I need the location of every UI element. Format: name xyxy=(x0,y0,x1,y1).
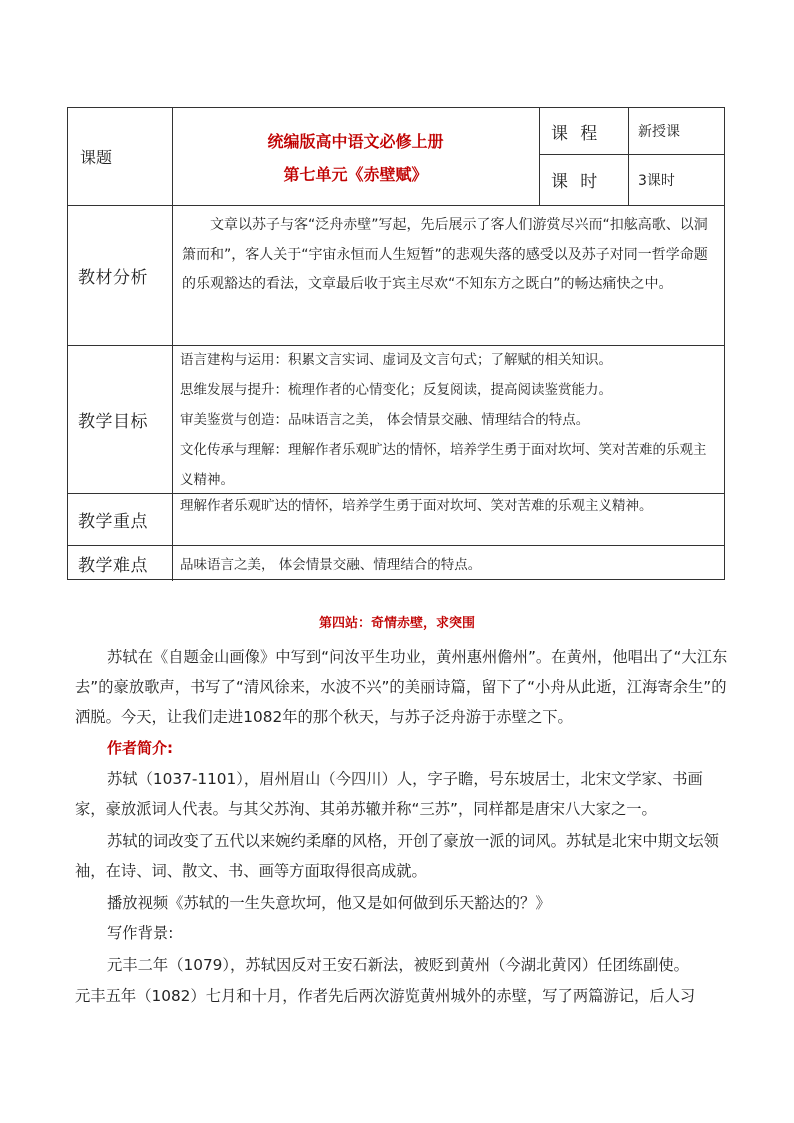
background-heading: 写作背景: xyxy=(107,924,174,942)
analysis-label: 教材分析 xyxy=(78,267,148,288)
author-paragraph: 苏轼（1037-1101），眉州眉山（今四川）人，字子瞻，号东坡居士，北宋文学家、书画家，豪放派词人代表。与其父苏洵、其弟苏辙并称“三苏”，同样都是唐宋八大家之一。 xyxy=(75,770,703,818)
goals-list xyxy=(180,345,715,493)
course-label: 课 程 xyxy=(551,123,598,144)
style-paragraph: 苏轼的词改变了五代以来婉约柔靡的风格，开创了豪放一派的词风。苏轼是北宋中期文坛领袖，在诗、词、散文、书、画等方面取得很高成就。 xyxy=(75,832,719,880)
key-text: 理解作者乐观旷达的情怀，培养学生勇于面对坎坷、笑对苦难的乐观主义精神。 xyxy=(180,498,653,514)
goals-label: 教学目标 xyxy=(78,411,148,432)
hours-label: 课 时 xyxy=(551,172,598,192)
video-line: 播放视频《苏轼的一生失意坎坷，他又是如何做到乐天豁达的？》 xyxy=(107,894,551,912)
course-value: 新授课 xyxy=(638,124,680,140)
course-title xyxy=(172,108,539,205)
goal-item: 语言建构与运用：积累文言实词、虚词及文言句式；了解赋的相关知识。 xyxy=(180,352,612,368)
station-title: 第四站：奇情赤壁，求突围 xyxy=(318,616,475,631)
author-heading: 作者简介: xyxy=(107,739,173,757)
hours-value: 3课时 xyxy=(638,172,675,189)
key-cell xyxy=(172,493,725,545)
analysis-cell xyxy=(172,205,725,345)
difficult-label: 教学难点 xyxy=(78,555,148,576)
course-title-line1: 统编版高中语文必修上册 xyxy=(267,131,444,151)
analysis-text: 文章以苏子与客“泛舟赤壁”写起，先后展示了客人们游赏尽兴而“扣舷高歌、以洞箫而和”，客人关于“宇宙永恒而人生短暂”的悲观失落的感受以及苏子对同一哲学命题的乐观豁达的看法，文章最后收于宾主尽欢“不知东方之既白”的畅达痛快之中。 xyxy=(182,217,708,292)
goal-item: 思维发展与提升：梳理作者的心情变化；反复阅读，提高阅读鉴赏能力。 xyxy=(180,382,612,398)
key-label: 教学重点 xyxy=(78,511,148,532)
intro-paragraph: 苏轼在《自题金山画像》中写到“问汝平生功业，黄州惠州儋州”。在黄州，他唱出了“大江东去”的豪放歌声，书写了“清风徐来，水波不兴”的美丽诗篇，留下了“小舟从此逝，江海寄余生”的洒脱。今天，让我们走进1082年的那个秋天，与苏子泛舟游于赤壁之下。 xyxy=(75,648,728,726)
difficult-text: 品味语言之美， 体会情景交融、情理结合的特点。 xyxy=(180,557,482,573)
background-line1: 元丰二年（1079），苏轼因反对王安石新法，被贬到黄州（今湖北黄冈）任团练副使。 xyxy=(107,956,689,974)
background-line2: 元丰五年（1082）七月和十月，作者先后两次游览黄州城外的赤壁，写了两篇游记，后人习 xyxy=(75,987,696,1005)
topic-label: 课题 xyxy=(80,148,113,167)
course-title-line2: 第七单元《赤壁赋》 xyxy=(283,164,428,184)
goal-item: 文化传承与理解：理解作者乐观旷达的情怀，培养学生勇于面对坎坷、笑对苦难的乐观主义精神。 xyxy=(180,442,707,488)
lesson-plan-table xyxy=(67,107,725,580)
goals-cell xyxy=(172,345,725,493)
goal-item: 审美鉴赏与创造：品味语言之美， 体会情景交融、情理结合的特点。 xyxy=(180,412,590,428)
